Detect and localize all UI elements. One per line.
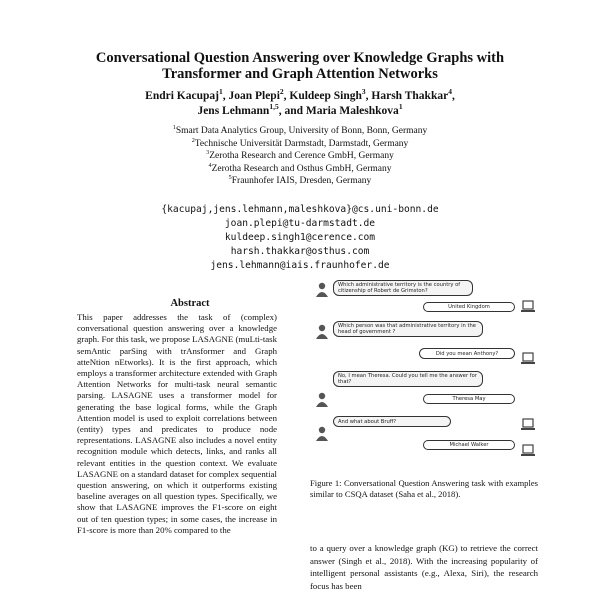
paper-title bbox=[0, 50, 600, 82]
author-sup: 1 bbox=[218, 87, 223, 97]
email[interactable]: harsh.thakkar@osthus.com bbox=[230, 246, 370, 257]
author-list bbox=[0, 89, 600, 119]
title-line-1: Conversational Question Answering over Knowledge Graphs with bbox=[95, 50, 505, 66]
authors-line-2: Jens Lehmann$^{1,5}$, and Maria Maleshkova$^1$ bbox=[197, 102, 403, 117]
author-sup: 1 bbox=[398, 102, 403, 112]
affiliations bbox=[0, 125, 600, 188]
email[interactable]: kuldeep.singh1@cerence.com bbox=[224, 232, 376, 243]
chat-bubble-system: Did you mean Anthony? bbox=[419, 348, 515, 359]
abstract-text: This paper addresses the task of (complex) conversational question answering over a knowledge graph. For this task, we propose LASAGNE (muLti-task semAntic parSing with trAnsformer and Graph atteNtion nEtworks). It is the first approach, which employs a transformer architecture extended with Graph Attention Networks for multi-task neural semantic parsing. LASAGNE uses a transformer model for generating the base logical forms, while the Graph Attention model is used to exploit correlations between (entity) types and predicates to produce node representations. LASAGNE also includes a novel entity recognition module which detects, links, and ranks all relevant entities in the question context. We evaluate LASAGNE on a standard dataset for complex sequential question answering, on which it outperforms existing baseline averages on all question types. Specifically, we show that LASAGNE improves the F1-score on eight out of ten question types; in some cases, the increase in F1-score is more than 20% compared to the bbox=[77, 312, 277, 535]
laptop-icon bbox=[520, 352, 536, 366]
chat-bubble-user: And what about Bruff? bbox=[333, 416, 451, 427]
laptop-icon bbox=[520, 444, 536, 458]
author-name: Endri Kacupaj bbox=[145, 90, 219, 102]
author-name: Joan Plepi bbox=[228, 90, 280, 102]
email[interactable]: jens.lehmann@iais.fraunhofer.de bbox=[210, 260, 390, 271]
chat-bubble-system: United Kingdom bbox=[423, 302, 515, 312]
chat-bubble-user: Which administrative territory is the country of citizenship of Robert de Grimston? bbox=[333, 280, 473, 296]
author-sup: 1,5 bbox=[269, 102, 279, 112]
chat-bubble-user: Which person was that administrative territory in the head of government ? bbox=[333, 321, 483, 337]
laptop-icon bbox=[520, 418, 536, 432]
email[interactable]: {kacupaj,jens.lehmann,maleshkova}@cs.uni-bonn.de bbox=[161, 204, 439, 215]
affiliation: $^1$Smart Data Analytics Group, University of Bonn, Bonn, Germany bbox=[172, 124, 428, 136]
chat-bubble-system: Michael Walker bbox=[423, 440, 515, 450]
abstract-heading: Abstract bbox=[170, 298, 210, 309]
author-sup: 2 bbox=[279, 87, 284, 97]
author-sup: 4 bbox=[448, 87, 452, 97]
user-icon bbox=[315, 282, 329, 298]
figure-1 bbox=[315, 276, 540, 466]
author-name: Jens Lehmann bbox=[197, 105, 270, 117]
authors-line-1: Endri Kacupaj$^1$, Joan Plepi$^2$, Kuldeep Singh$^3$, Harsh Thakkar$^4$, bbox=[145, 87, 455, 102]
chat-bubble-user: No, I mean Theresa. Could you tell me the answer for that? bbox=[333, 371, 483, 387]
user-icon bbox=[315, 426, 329, 442]
title-line-2: Transformer and Graph Attention Networks bbox=[162, 66, 438, 82]
user-icon bbox=[315, 392, 329, 408]
author-sup: 3 bbox=[361, 87, 366, 97]
affiliation: $^2$Technische Universität Darmstadt, Darmstadt, Germany bbox=[191, 137, 409, 149]
author-name: Harsh Thakkar bbox=[371, 90, 449, 102]
intro-text: to a query over a knowledge graph (KG) to retrieve the correct answer (Singh et al., 2018). With the increasing popularity of intelligent personal assistants (e.g., Alexa, Siri), the research focus has been bbox=[310, 543, 538, 591]
user-icon bbox=[315, 324, 329, 340]
email-list bbox=[0, 203, 600, 273]
laptop-icon bbox=[520, 300, 536, 314]
affiliation: $^3$Zerotha Research and Cerence GmbH, Germany bbox=[206, 150, 394, 162]
chat-bubble-system: Theresa May bbox=[423, 394, 515, 404]
author-name: Kuldeep Singh bbox=[289, 90, 362, 102]
figure-caption: Figure 1: Conversational Question Answering task with examples similar to CSQA dataset (Saha et al., 2018). bbox=[310, 478, 538, 499]
affiliation: $^4$Zerotha Research and Osthus GmbH, Germany bbox=[208, 162, 392, 174]
affiliation: $^5$Fraunhofer IAIS, Dresden, Germany bbox=[228, 175, 372, 187]
email[interactable]: joan.plepi@tu-darmstadt.de bbox=[224, 218, 376, 229]
author-name: Maria Maleshkova bbox=[305, 105, 399, 117]
